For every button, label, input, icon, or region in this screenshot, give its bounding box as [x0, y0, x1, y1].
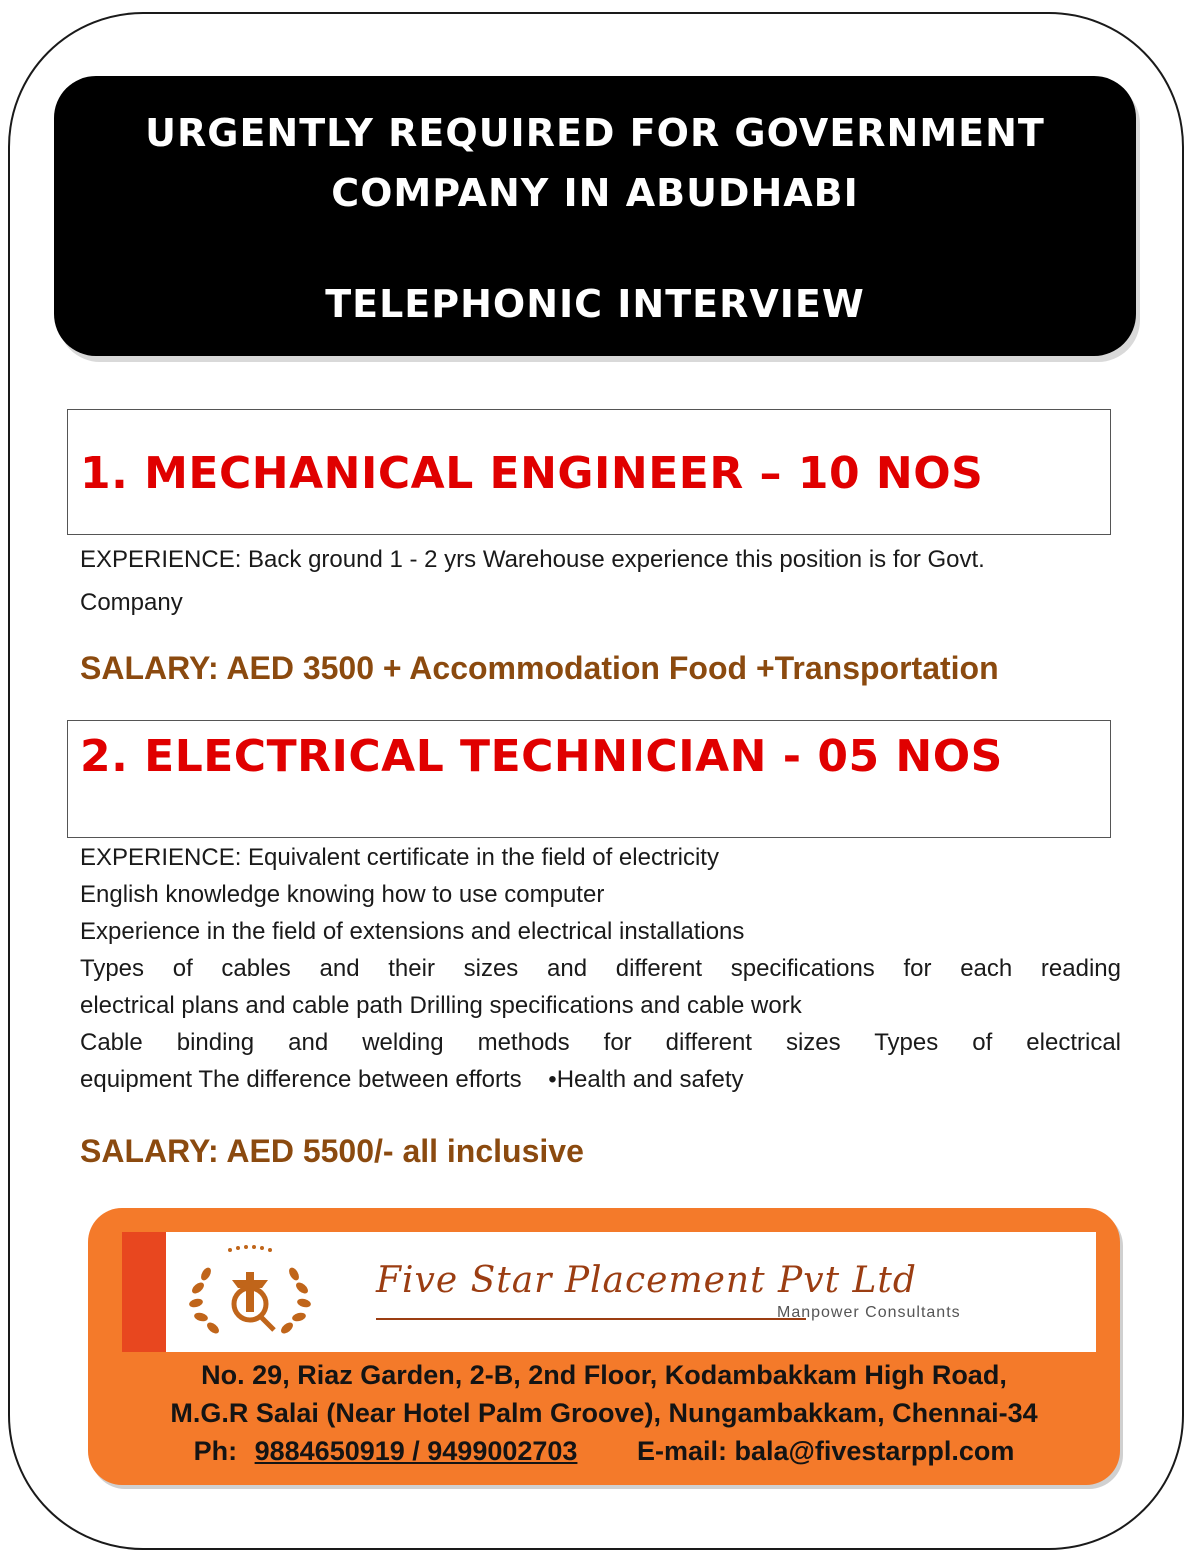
experience-line: EXPERIENCE: Equivalent certificate in the field of electricity — [80, 844, 719, 871]
job-experience-2 — [80, 839, 1121, 1098]
company-name: Five Star Placement Pvt Ltd — [376, 1260, 917, 1301]
logo-red-strip — [122, 1232, 166, 1352]
logo-band — [122, 1232, 1096, 1352]
company-name-underline — [376, 1318, 806, 1320]
job-experience-1 — [80, 538, 1121, 624]
experience-line: Company — [80, 589, 183, 616]
job-salary-1: SALARY: AED 3500 + Accommodation Food +Transportation — [80, 650, 999, 686]
phone-label: Ph: — [193, 1436, 238, 1466]
experience-line: equipment The difference between efforts •Health and safety — [80, 1066, 744, 1093]
experience-line: Experience in the field of extensions and electrical installations — [80, 918, 745, 945]
header-title-line1: URGENTLY REQUIRED FOR GOVERNMENT — [145, 111, 1045, 155]
company-tagline: Manpower Consultants — [777, 1304, 961, 1321]
experience-line: Types of cables and their sizes and different specifications for each reading — [80, 955, 1121, 982]
email-text[interactable]: E-mail: bala@fivestarppl.com — [636, 1436, 1015, 1466]
job-title-box-2 — [67, 720, 1111, 838]
address-line-2: M.G.R Salai (Near Hotel Palm Groove), Nungambakkam, Chennai-34 — [170, 1398, 1038, 1428]
experience-line: electrical plans and cable path Drilling specifications and cable work — [80, 992, 802, 1019]
job-title-box-1 — [67, 409, 1111, 535]
job-title-1: 1. MECHANICAL ENGINEER – 10 NOS — [80, 448, 984, 499]
phone-numbers[interactable]: 9884650919 / 9499002703 — [254, 1436, 578, 1466]
job-title-2: 2. ELECTRICAL TECHNICIAN - 05 NOS — [80, 731, 1003, 782]
laurel-logo-icon — [170, 1240, 330, 1344]
experience-line: EXPERIENCE: Back ground 1 - 2 yrs Warehouse experience this position is for Govt. — [80, 546, 985, 573]
contact-line — [88, 1436, 1120, 1467]
experience-line: English knowledge knowing how to use computer — [80, 881, 605, 908]
header-banner — [54, 76, 1136, 356]
address-line-1: No. 29, Riaz Garden, 2-B, 2nd Floor, Kodambakkam High Road, — [201, 1360, 1007, 1390]
job-salary-2: SALARY: AED 5500/- all inclusive — [80, 1133, 584, 1169]
interview-type: TELEPHONIC INTERVIEW — [325, 282, 865, 326]
experience-line: Cable binding and welding methods for different sizes Types of electrical — [80, 1029, 1121, 1056]
header-title-line2: COMPANY IN ABUDHABI — [331, 171, 859, 215]
company-footer — [88, 1208, 1120, 1485]
